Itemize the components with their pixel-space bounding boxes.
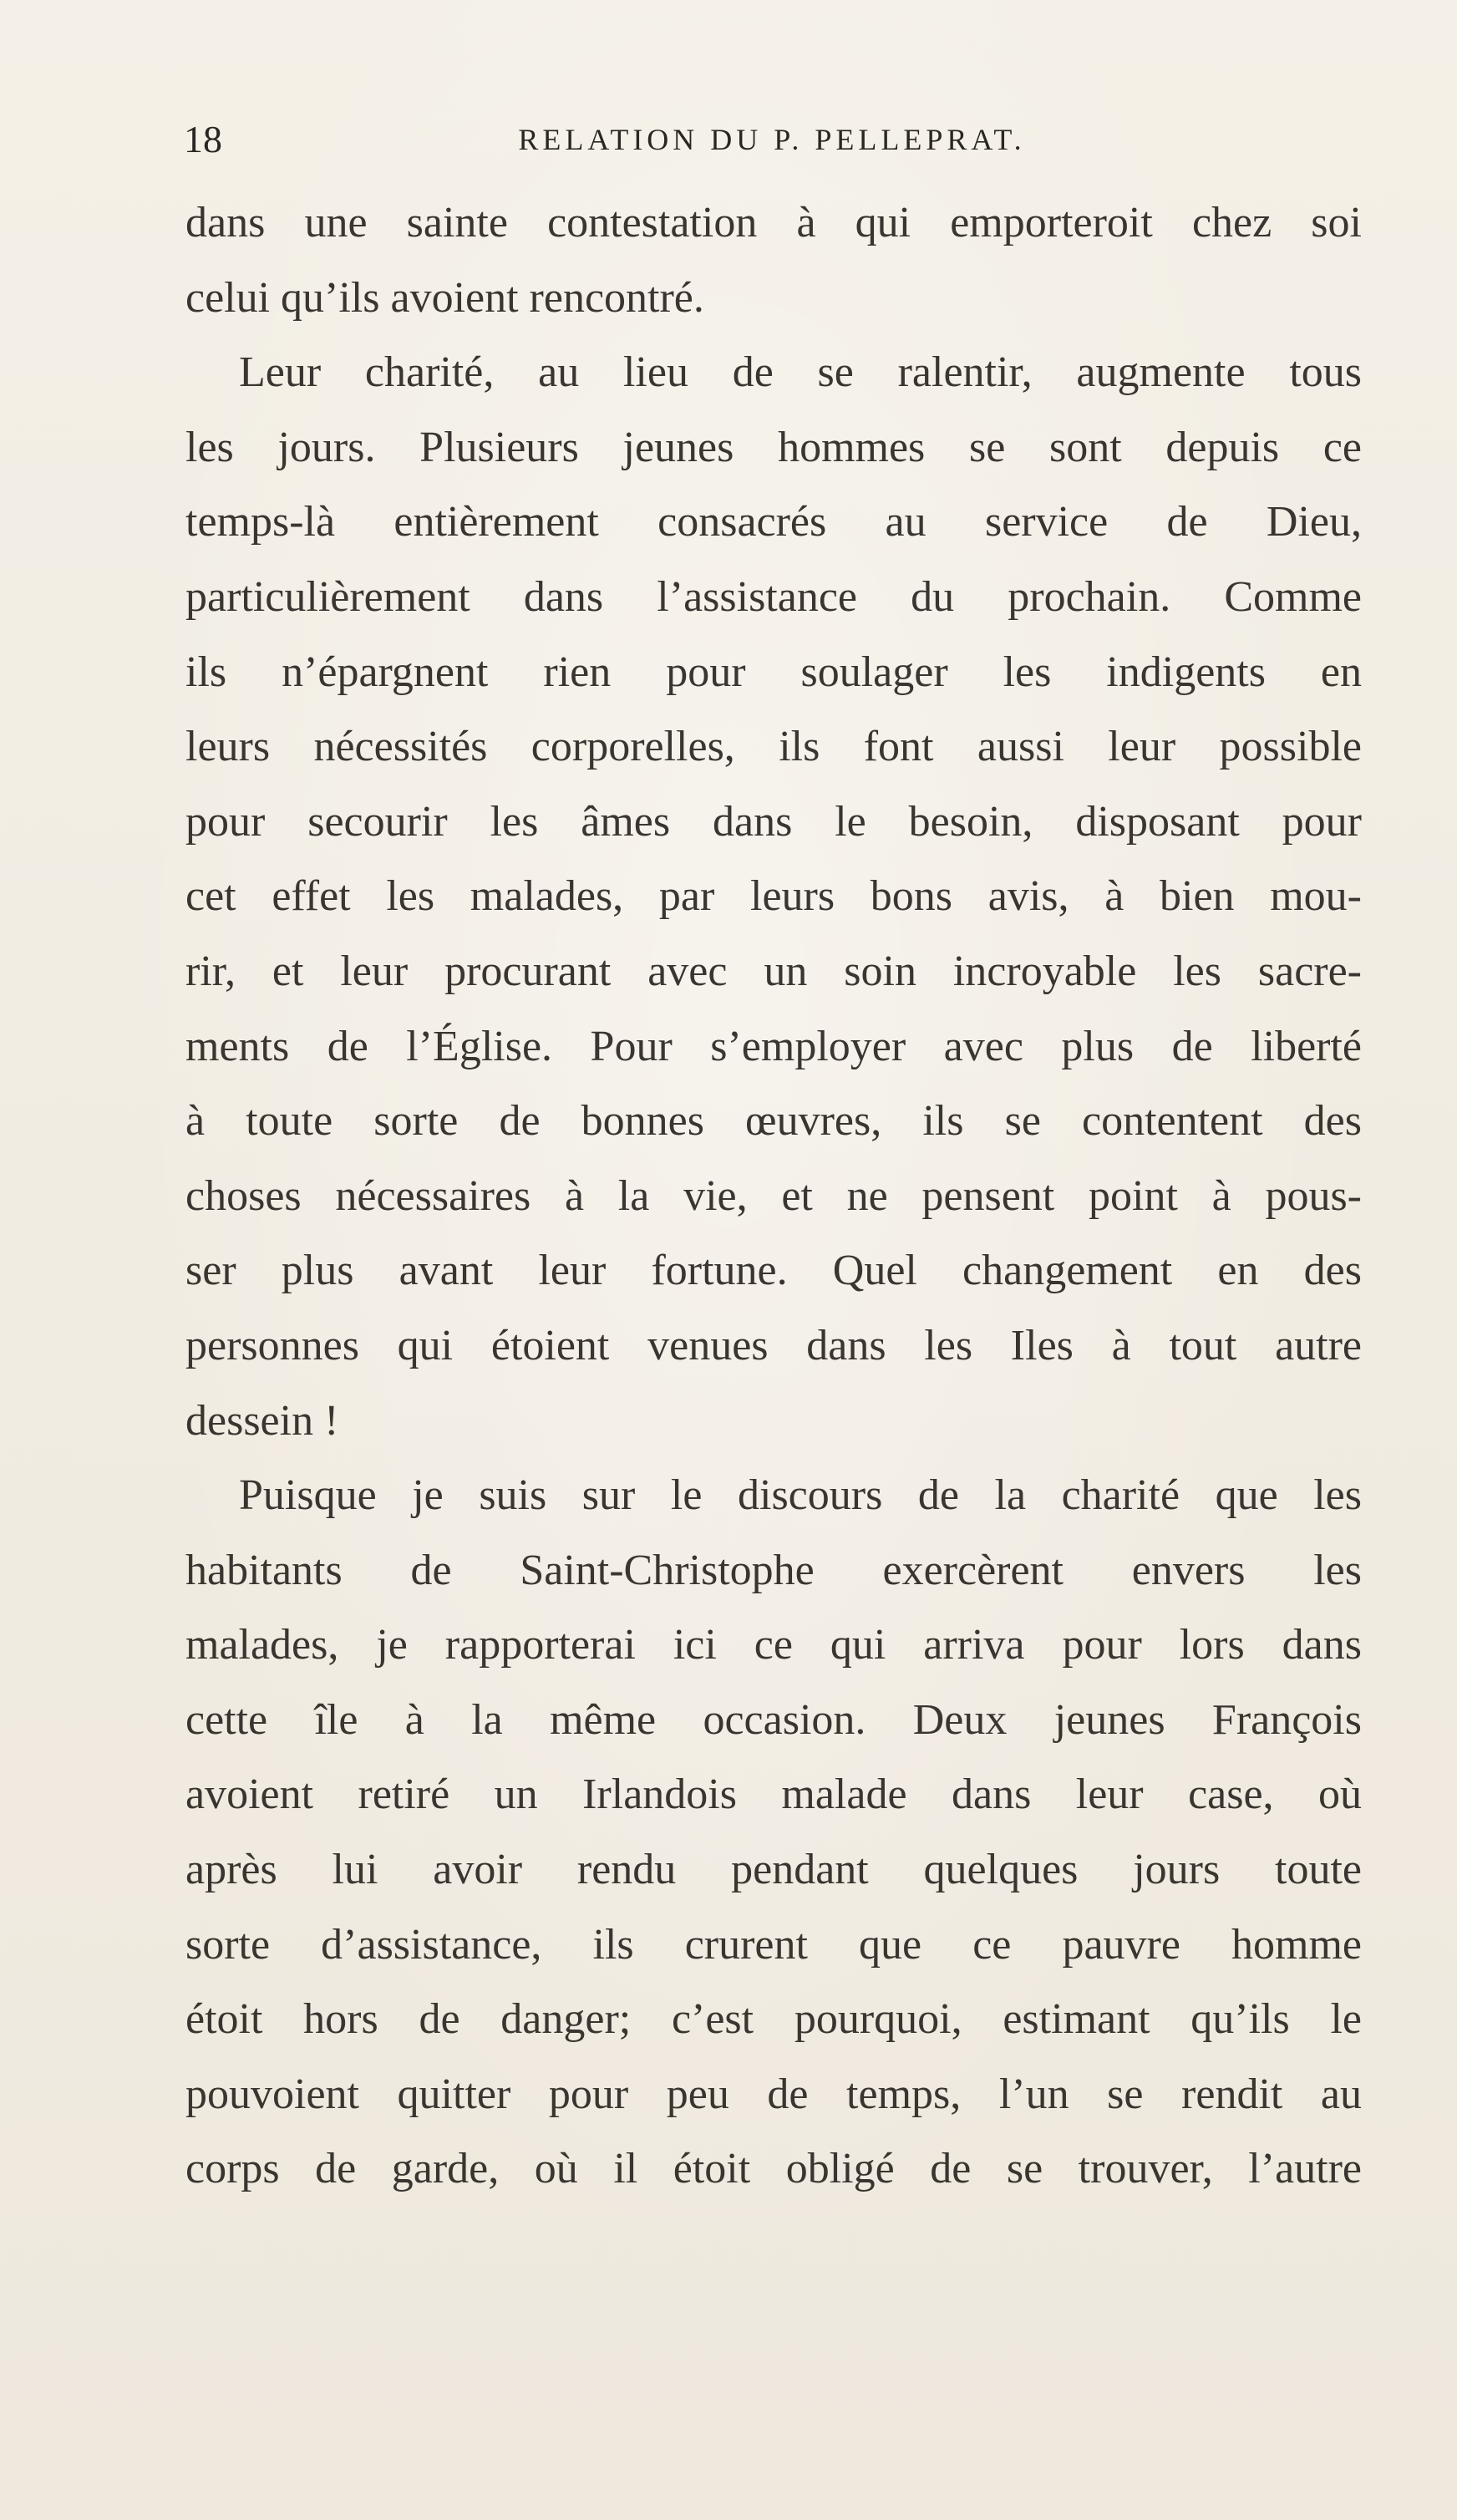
text-line: cet effet les malades, par leurs bons avis, à bien mou- — [185, 872, 1362, 921]
text-line: pouvoient quitter pour peu de temps, l’un se rendit au — [185, 2070, 1362, 2118]
text-line: corps de garde, où il étoit obligé de se trouver, l’autre — [185, 2145, 1362, 2193]
text-line: ser plus avant leur fortune. Quel changement en des — [185, 1247, 1362, 1295]
text-line: Puisque je suis sur le discours de la charité que les — [239, 1471, 1362, 1520]
text-line: pour secourir les âmes dans le besoin, disposant pour — [185, 797, 1362, 846]
text-line: avoient retiré un Irlandois malade dans leur case, où — [185, 1771, 1362, 1819]
text-line: habitants de Saint-Christophe exercèrent envers les — [185, 1546, 1362, 1594]
text-line: rir, et leur procurant avec un soin incroyable les sacre- — [185, 947, 1362, 995]
text-line: dans une sainte contestation à qui emporteroit chez soi — [185, 199, 1362, 246]
text-line: leurs nécessités corporelles, ils font aussi leur possible — [185, 723, 1362, 771]
text-line: étoit hors de danger; c’est pourquoi, estimant qu’ils le — [185, 1995, 1362, 2044]
text-line: personnes qui étoient venues dans les Iles à tout autre — [185, 1321, 1362, 1369]
text-line: les jours. Plusieurs jeunes hommes se sont depuis ce — [185, 423, 1362, 471]
page-number: 18 — [184, 118, 222, 160]
page-header — [184, 117, 1360, 167]
text-line: malades, je rapporterai ici ce qui arriva pour lors dans — [185, 1621, 1362, 1669]
text-line: dessein ! — [185, 1396, 339, 1445]
text-line: à toute sorte de bonnes œuvres, ils se contentent des — [185, 1097, 1362, 1146]
text-line: celui qu’ils avoient rencontré. — [185, 273, 704, 322]
text-line: temps-là entièrement consacrés au service de Dieu, — [185, 498, 1362, 546]
text-line: Leur charité, au lieu de se ralentir, augmente tous — [239, 348, 1362, 397]
text-line: ils n’épargnent rien pour soulager les indigents en — [185, 648, 1362, 696]
text-line: après lui avoir rendu pendant quelques jours toute — [185, 1846, 1362, 1894]
text-line: choses nécessaires à la vie, et ne pensent point à pous- — [185, 1171, 1362, 1220]
text-line: cette île à la même occasion. Deux jeunes François — [185, 1695, 1362, 1744]
running-head: RELATION DU P. PELLEPRAT. — [518, 123, 1026, 156]
body-text — [185, 185, 1362, 2207]
text-line: particulièrement dans l’assistance du prochain. Comme — [185, 572, 1362, 621]
text-line: sorte d’assistance, ils crurent que ce pauvre homme — [185, 1920, 1362, 1969]
text-line: ments de l’Église. Pour s’employer avec plus de liberté — [185, 1022, 1362, 1070]
